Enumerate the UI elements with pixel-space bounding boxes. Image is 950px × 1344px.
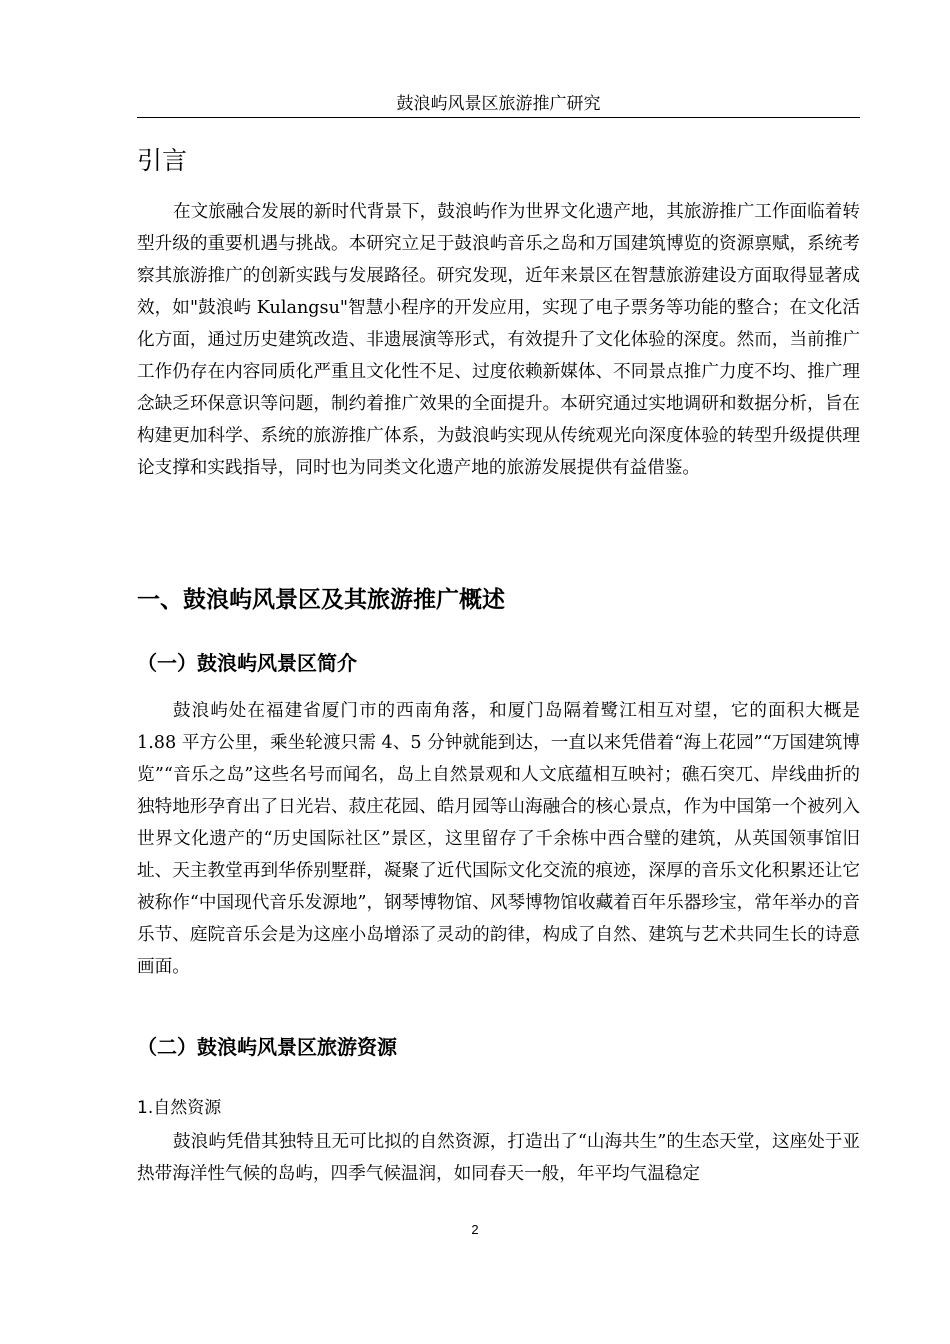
section-2-heading: （二）鼓浪屿风景区旅游资源 [137, 1035, 397, 1059]
chapter-1-heading: 一、鼓浪屿风景区及其旅游推广概述 [137, 587, 505, 613]
header-rule [137, 117, 860, 118]
subsection-natural-paragraph: 鼓浪屿凭借其独特且无可比拟的自然资源，打造出了“山海共生”的生态天堂，这座处于亚热带海洋性气候的岛屿，四季气候温润，如同春天一般，年平均气温稳定 [137, 1132, 860, 1184]
running-header: 鼓浪屿风景区旅游推广研究 [396, 94, 601, 114]
subsection-natural-heading: 1.自然资源 [137, 1098, 222, 1118]
section-1-heading: （一）鼓浪屿风景区简介 [137, 651, 357, 675]
section-1-paragraph: 鼓浪屿处在福建省厦门市的西南角落，和厦门岛隔着鹭江相互对望，它的面积大概是 1.88 平方公里，乘坐轮渡只需 4、5 分钟就能到达，一直以来凭借着“海上花园”“万国建筑博览”“音乐之岛”这些名号而闻名，岛上自然景观和人文底蕴相互映衬；礁石突兀、岸线曲折的独特地形孕育出了日光岩、菽庄花园、皓月园等山海融合的核心景点，作为中国第一个被列入世界文化遗产的“历史国际社区”景区，这里留存了千余栋中西合璧的建筑，从英国领事馆旧址、天主教堂再到华侨别墅群，凝聚了近代国际文化交流的痕迹，深厚的音乐文化积累还让它被称作“中国现代音乐发源地”，钢琴博物馆、风琴博物馆收藏着百年乐器珍宝，常年举办的音乐节、庭院音乐会是为这座小岛增添了灵动的韵律，构成了自然、建筑与艺术共同生长的诗意画面。 [137, 701, 860, 977]
page-number: 2 [471, 1222, 479, 1237]
intro-heading: 引言 [137, 146, 188, 175]
intro-paragraph: 在文旅融合发展的新时代背景下，鼓浪屿作为世界文化遗产地，其旅游推广工作面临着转型升级的重要机遇与挑战。本研究立足于鼓浪屿音乐之岛和万国建筑博览的资源禀赋，系统考察其旅游推广的创新实践与发展路径。研究发现，近年来景区在智慧旅游建设方面取得显著成效，如"鼓浪屿 Kulangsu"智慧小程序的开发应用，实现了电子票务等功能的整合；在文化活化方面，通过历史建筑改造、非遗展演等形式，有效提升了文化体验的深度。然而，当前推广工作仍存在内容同质化严重且文化性不足、过度依赖新媒体、不同景点推广力度不均、推广理念缺乏环保意识等问题，制约着推广效果的全面提升。本研究通过实地调研和数据分析，旨在构建更加科学、系统的旅游推广体系，为鼓浪屿实现从传统观光向深度体验的转型升级提供理论支撑和实践指导，同时也为同类文化遗产地的旅游发展提供有益借鉴。 [137, 202, 860, 478]
